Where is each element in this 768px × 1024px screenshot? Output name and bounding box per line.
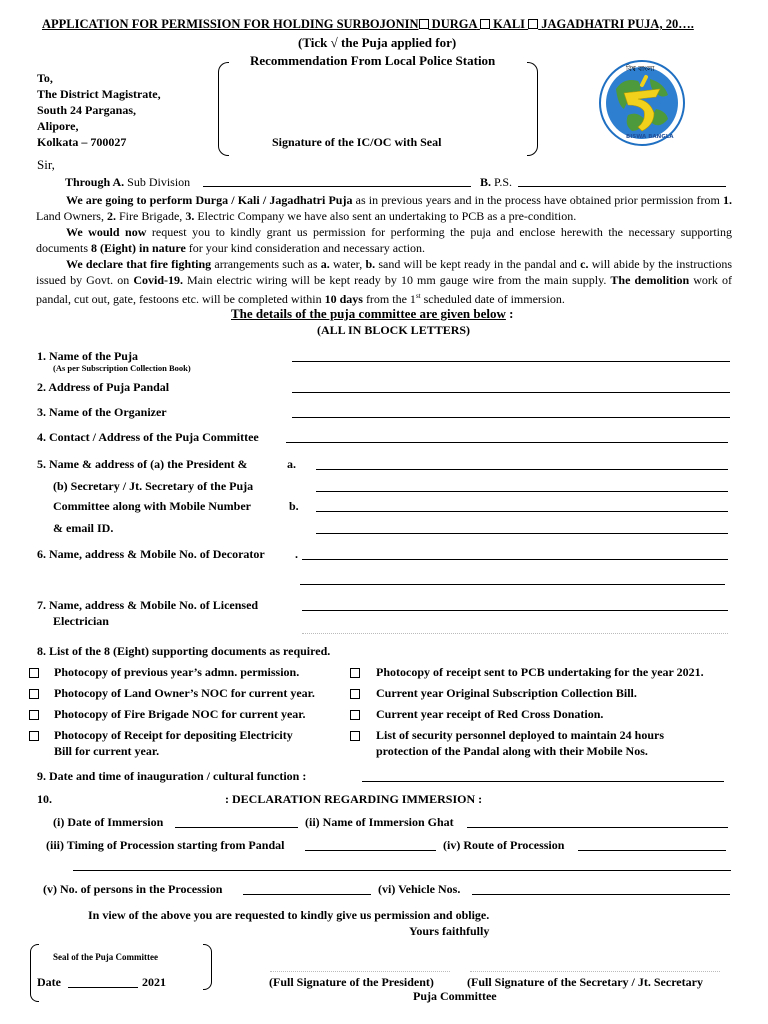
decorator-field-2[interactable] <box>300 584 725 585</box>
tick-instruction: (Tick √ the Puja applied for) <box>298 35 457 50</box>
field-5-mark-a: a. <box>287 457 296 471</box>
field-3-label: 3. Name of the Organizer <box>37 405 167 419</box>
recommendation-box-left-bracket <box>218 62 229 156</box>
paragraph-1 <box>36 192 732 224</box>
ps-bold: B. <box>480 175 492 189</box>
p3-text8: scheduled date of immersion. <box>420 292 565 306</box>
procession-persons-label: (v) No. of persons in the Procession <box>43 882 223 896</box>
decorator-field-1[interactable] <box>302 559 728 560</box>
p3-b: b. <box>365 257 376 271</box>
title-durga: DURGA <box>431 17 477 31</box>
inauguration-field[interactable] <box>362 781 724 782</box>
seal-box-left-bracket <box>30 944 39 1002</box>
p2-text: request you to kindly grant us permission for performing the puja and enclose herewith the necessary supporting documents <box>36 225 732 255</box>
committee-contact-field[interactable] <box>286 442 728 443</box>
ps-label: P.S. <box>494 175 513 189</box>
procession-timing-label: (iii) Timing of Procession starting from Pandal <box>46 838 285 852</box>
immersion-ghat-label: (ii) Name of Immersion Ghat <box>305 815 454 829</box>
field-7-label-a: 7. Name, address & Mobile No. of Licensed <box>37 598 259 612</box>
secretary-email-field[interactable] <box>316 533 728 534</box>
date-year: 2021 <box>142 975 166 989</box>
p1-text2: Land Owners, <box>36 209 107 223</box>
doc-left-3: Photocopy of Fire Brigade NOC for current year. <box>54 707 306 721</box>
doc-right-2: Current year Original Subscription Collection Bill. <box>376 686 637 700</box>
immersion-ghat-field[interactable] <box>467 827 728 828</box>
p3-text4: will abide by the instructions issued by Govt. on <box>36 257 733 287</box>
p1-num3: 3. <box>185 209 195 223</box>
p2-bold2: 8 (Eight) in nature <box>91 241 186 255</box>
doc-checkbox-right-3[interactable] <box>350 710 360 720</box>
p3-text6: work of pandal, cut out, gate, festoons etc. will be completed within <box>36 273 732 306</box>
address-line-1: The District Magistrate, <box>37 87 161 101</box>
sub-division-field[interactable] <box>203 186 471 187</box>
details-subheading: (ALL IN BLOCK LETTERS) <box>317 323 471 337</box>
title-jagadhatri: JAGADHATRI PUJA, 20…. <box>541 17 694 31</box>
title-prefix: APPLICATION FOR PERMISSION FOR HOLDING SURBOJONIN <box>42 17 419 31</box>
secretary-details-field-1[interactable] <box>316 491 728 492</box>
president-signature-line[interactable] <box>270 971 450 972</box>
field-1-label: 1. Name of the Puja <box>37 349 138 363</box>
doc-checkbox-left-1[interactable] <box>29 668 39 678</box>
electrician-field-dotted[interactable] <box>302 633 728 634</box>
p3-bold: We declare that fire fighting <box>66 257 212 271</box>
p3-text5: Main electric wiring will be kept ready by 10 mm gauge wire from the main supply. <box>182 273 611 287</box>
field-5-label-d: & email ID. <box>53 521 114 535</box>
procession-persons-field[interactable] <box>243 894 371 895</box>
procession-route-label: (iv) Route of Procession <box>443 838 565 852</box>
field-9-label: 9. Date and time of inauguration / cultural function : <box>37 769 307 783</box>
p1-bold: We are going to perform Durga / Kali / Jagadhatri Puja <box>66 193 353 207</box>
procession-timing-field[interactable] <box>305 850 436 851</box>
doc-left-4-cont: Bill for current year. <box>54 744 160 758</box>
electrician-field[interactable] <box>302 610 728 611</box>
p2-bold: We would now <box>66 225 147 239</box>
field-5-label-b: (b) Secretary / Jt. Secretary of the Puja <box>53 479 254 493</box>
closing-request: In view of the above you are requested to kindly give us permission and oblige. <box>88 908 490 922</box>
address-to: To, <box>37 71 53 85</box>
recommendation-heading: Recommendation From Local Police Station <box>250 53 496 68</box>
p3-covid: Covid-19. <box>133 273 183 287</box>
p2-text2: for your kind consideration and necessary action. <box>185 241 426 255</box>
address-line-4: Kolkata – 700027 <box>37 135 127 149</box>
immersion-date-field[interactable] <box>175 827 298 828</box>
field-5-label-c: Committee along with Mobile Number <box>53 499 251 513</box>
doc-left-1: Photocopy of previous year’s admn. permission. <box>54 665 300 679</box>
p1-text4: Electric Company we have also sent an undertaking to PCB as a pre-condition. <box>194 209 577 223</box>
p1-num2: 2. <box>106 209 116 223</box>
p3-demolition: The demolition <box>610 273 690 287</box>
title-kali: KALI <box>493 17 526 31</box>
yours-faithfully: Yours faithfully <box>409 924 490 938</box>
field-5-label-a: 5. Name & address of (a) the President & <box>37 457 248 471</box>
president-signature-label: (Full Signature of the President) <box>269 975 434 989</box>
doc-right-1: Photocopy of receipt sent to PCB undertaking for the year 2021. <box>376 665 704 679</box>
details-colon: : <box>505 306 514 321</box>
doc-right-3: Current year receipt of Red Cross Donation. <box>376 707 604 721</box>
p3-days: 10 days <box>324 292 363 306</box>
through-label: Through A. <box>65 175 125 189</box>
p3-a: a. <box>320 257 330 271</box>
p3-text3: sand will be kept ready in the pandal and <box>375 257 581 271</box>
date-field[interactable] <box>68 987 138 988</box>
logo-top-text: বিশ্ব বাংলা <box>626 65 655 73</box>
organizer-name-field[interactable] <box>292 417 730 418</box>
puja-committee-label: Puja Committee <box>413 989 497 1003</box>
doc-checkbox-left-2[interactable] <box>29 689 39 699</box>
field-1-sublabel: (As per Subscription Collection Book) <box>53 363 191 373</box>
checkbox-jagadhatri[interactable] <box>528 19 538 29</box>
field-6-dot: . <box>295 547 298 561</box>
doc-left-4: Photocopy of Receipt for depositing Electricity <box>54 728 293 742</box>
address-line-3: Alipore, <box>37 119 79 133</box>
doc-right-4: List of security personnel deployed to maintain 24 hours <box>376 728 665 742</box>
field-6-label: 6. Name, address & Mobile No. of Decorator <box>37 547 265 561</box>
through-line <box>65 175 190 190</box>
ps-line <box>480 175 512 190</box>
p1-text3: Fire Brigade, <box>115 209 186 223</box>
field-5-mark-b: b. <box>289 499 299 513</box>
field-8-label: 8. List of the 8 (Eight) supporting documents as required. <box>37 644 331 658</box>
paragraph-3 <box>36 256 732 307</box>
field-4-label: 4. Contact / Address of the Puja Committee <box>37 430 259 444</box>
immersion-date-label: (i) Date of Immersion <box>53 815 164 829</box>
biswa-bangla-logo <box>598 59 686 147</box>
p1-text: as in previous years and in the process have obtained prior permission from <box>352 193 723 207</box>
paragraph-2 <box>36 224 732 256</box>
vehicle-nos-label: (vi) Vehicle Nos. <box>378 882 461 896</box>
p3-c: c. <box>580 257 589 271</box>
signature-ic-oc-label: Signature of the IC/OC with Seal <box>272 135 442 149</box>
checkbox-durga[interactable] <box>419 19 429 29</box>
address-line-2: South 24 Parganas, <box>37 103 137 117</box>
secretary-signature-label: (Full Signature of the Secretary / Jt. Secretary <box>467 975 703 989</box>
salutation: Sir, <box>37 157 55 172</box>
field-2-label: 2. Address of Puja Pandal <box>37 380 170 394</box>
president-details-field[interactable] <box>316 469 728 470</box>
seal-label: Seal of the Puja Committee <box>53 952 158 962</box>
vehicle-nos-field[interactable] <box>472 894 730 895</box>
secretary-details-field-2[interactable] <box>316 511 728 512</box>
doc-checkbox-right-1[interactable] <box>350 668 360 678</box>
doc-left-2: Photocopy of Land Owner’s NOC for current year. <box>54 686 315 700</box>
form-title <box>42 17 694 32</box>
sub-division-label: Sub Division <box>127 175 191 189</box>
p3-text2: water, <box>329 257 366 271</box>
puja-name-field[interactable] <box>292 361 730 362</box>
doc-checkbox-right-2[interactable] <box>350 689 360 699</box>
details-heading <box>231 306 513 322</box>
field-10-title: : DECLARATION REGARDING IMMERSION : <box>225 792 483 806</box>
doc-checkbox-left-4[interactable] <box>29 731 39 741</box>
secretary-signature-line[interactable] <box>470 971 720 972</box>
p1-num1: 1. <box>723 193 732 207</box>
procession-route-field-2[interactable] <box>73 870 731 871</box>
seal-box-right-bracket <box>203 944 212 990</box>
p3-text: arrangements such as <box>211 257 321 271</box>
pandal-address-field[interactable] <box>292 392 730 393</box>
procession-route-field[interactable] <box>578 850 726 851</box>
logo-bottom-text: BISWA BANGLA <box>626 134 674 140</box>
field-10-number: 10. <box>37 792 52 806</box>
doc-checkbox-right-4[interactable] <box>350 731 360 741</box>
recommendation-box-right-bracket <box>527 62 538 156</box>
field-7-label-b: Electrician <box>53 614 109 628</box>
p3-text7: from the 1 <box>362 292 416 306</box>
checkbox-kali[interactable] <box>480 19 490 29</box>
doc-checkbox-left-3[interactable] <box>29 710 39 720</box>
p3-sup: st <box>415 292 421 300</box>
doc-right-4-cont: protection of the Pandal along with their Mobile Nos. <box>376 744 648 758</box>
police-station-field[interactable] <box>518 186 726 187</box>
date-label: Date <box>37 975 61 989</box>
details-heading-text: The details of the puja committee are given below <box>231 306 506 321</box>
